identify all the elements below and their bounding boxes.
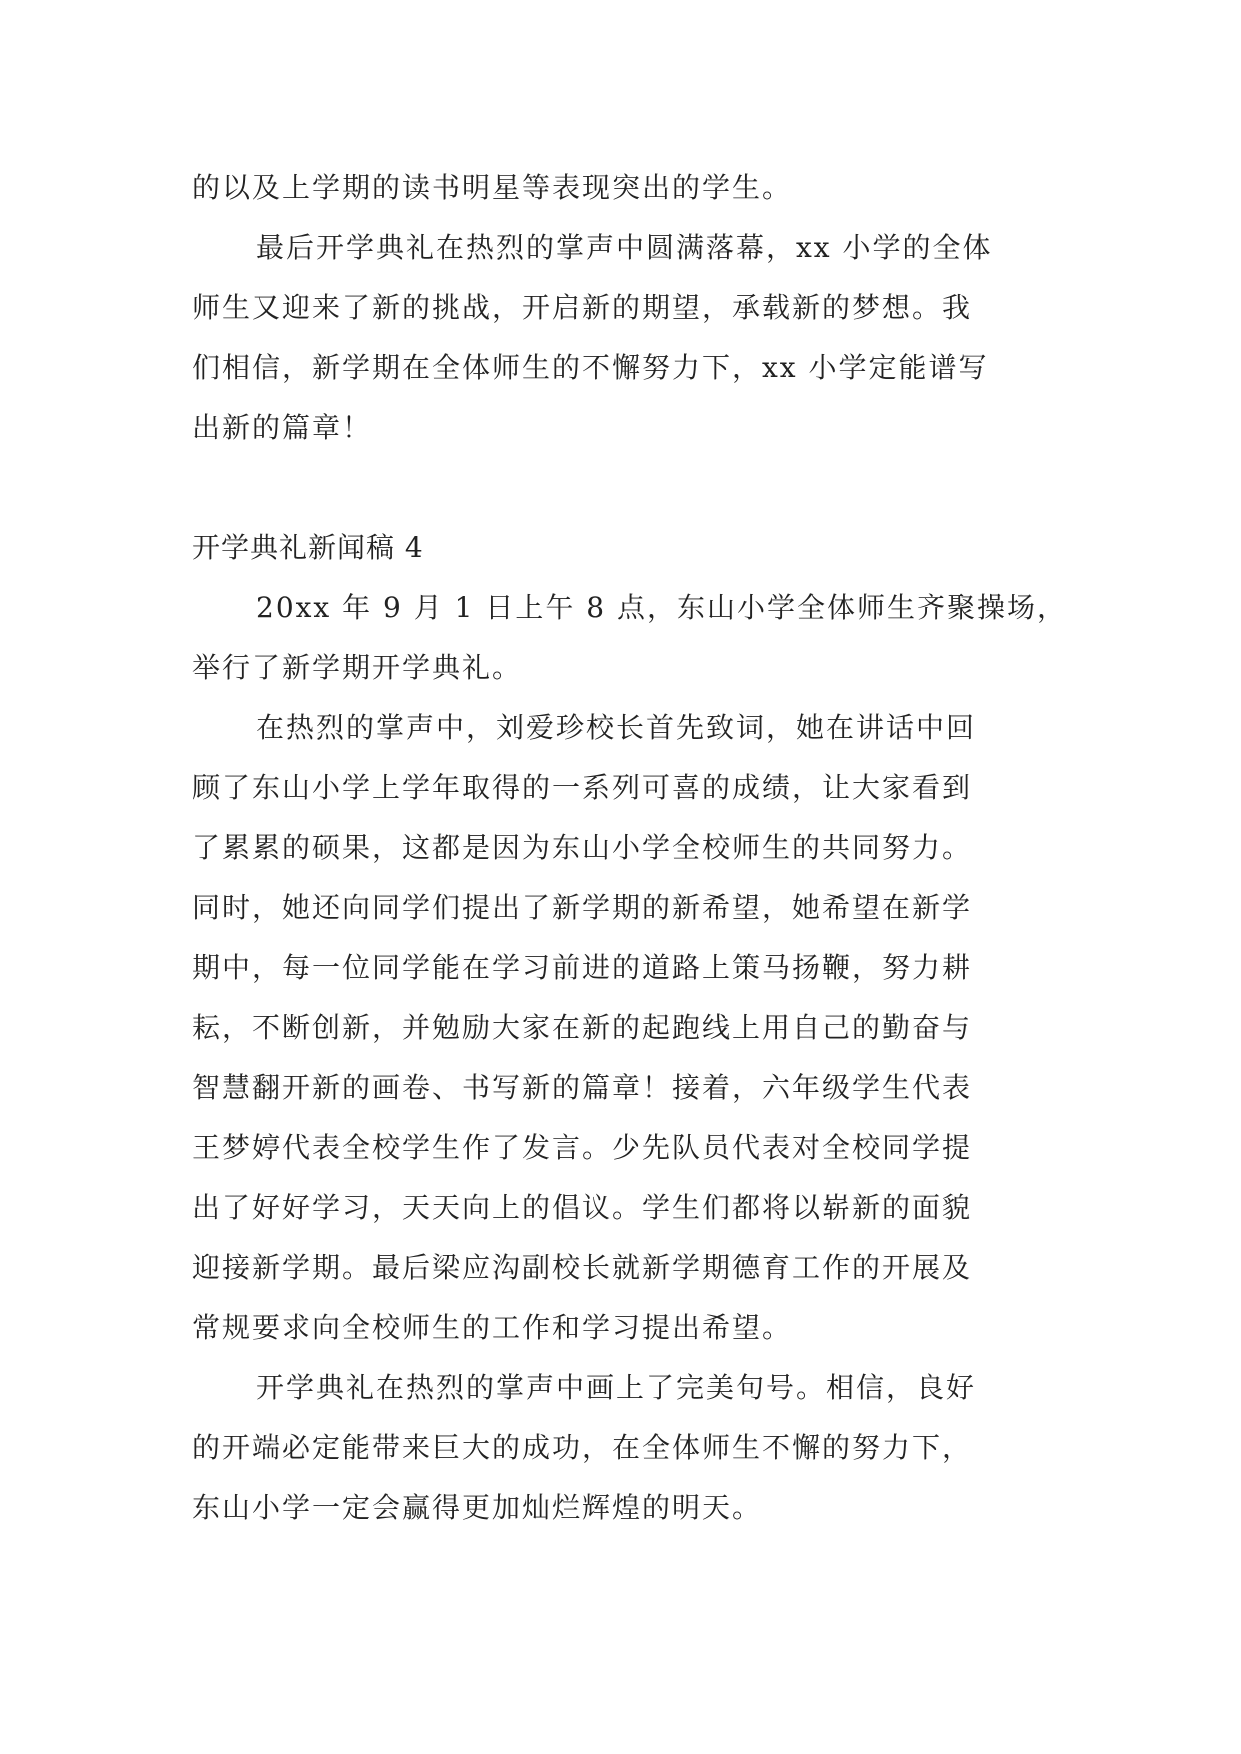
paragraph-continuation [192, 158, 1054, 218]
paragraph-closing [192, 218, 1054, 458]
text-line: 的开端必定能带来巨大的成功，在全体师生不懈的努力下， [192, 1431, 973, 1464]
text-line: 智慧翻开新的画卷、书写新的篇章！接着，六年级学生代表 [192, 1071, 973, 1104]
text-line: 在热烈的掌声中，刘爱珍校长首先致词，她在讲话中回 [256, 711, 977, 744]
text-line: 顾了东山小学上学年取得的一系列可喜的成绩，让大家看到 [192, 771, 973, 804]
section-spacer [192, 458, 1054, 518]
paragraph-opening [192, 578, 1067, 698]
text-line: 出新的篇章！ [192, 411, 373, 444]
text-line: 们相信，新学期在全体师生的不懈努力下，xx 小学定能谱写 [192, 351, 989, 384]
text-line: 常规要求向全校师生的工作和学习提出希望。 [192, 1311, 793, 1344]
text-line: 期中，每一位同学能在学习前进的道路上策马扬鞭，努力耕 [192, 951, 973, 984]
text-line: 师生又迎来了新的挑战，开启新的期望，承载新的梦想。我 [192, 291, 973, 324]
paragraph-speech [192, 698, 1054, 1358]
text-line: 同时，她还向同学们提出了新学期的新希望，她希望在新学 [192, 891, 973, 924]
text-line: 出了好好学习，天天向上的倡议。学生们都将以崭新的面貌 [192, 1191, 973, 1224]
text-line: 的以及上学期的读书明星等表现突出的学生。 [192, 171, 793, 204]
text-line: 东山小学一定会赢得更加灿烂辉煌的明天。 [192, 1491, 763, 1524]
text-line: 开学典礼在热烈的掌声中画上了完美句号。相信，良好 [256, 1371, 977, 1404]
paragraph-conclusion [192, 1358, 1054, 1538]
text-line: 了累累的硕果，这都是因为东山小学全校师生的共同努力。 [192, 831, 973, 864]
text-line: 举行了新学期开学典礼。 [192, 651, 523, 684]
section-title: 开学典礼新闻稿 4 [192, 531, 424, 564]
text-line: 迎接新学期。最后梁应沟副校长就新学期德育工作的开展及 [192, 1251, 973, 1284]
text-line: 20xx 年 9 月 1 日上午 8 点，东山小学全体师生齐聚操场， [256, 591, 1067, 624]
text-line: 王梦婷代表全校学生作了发言。少先队员代表对全校同学提 [192, 1131, 973, 1164]
text-line: 最后开学典礼在热烈的掌声中圆满落幕，xx 小学的全体 [256, 231, 993, 264]
text-line: 耘，不断创新，并勉励大家在新的起跑线上用自己的勤奋与 [192, 1011, 973, 1044]
document-page [192, 158, 1067, 1538]
